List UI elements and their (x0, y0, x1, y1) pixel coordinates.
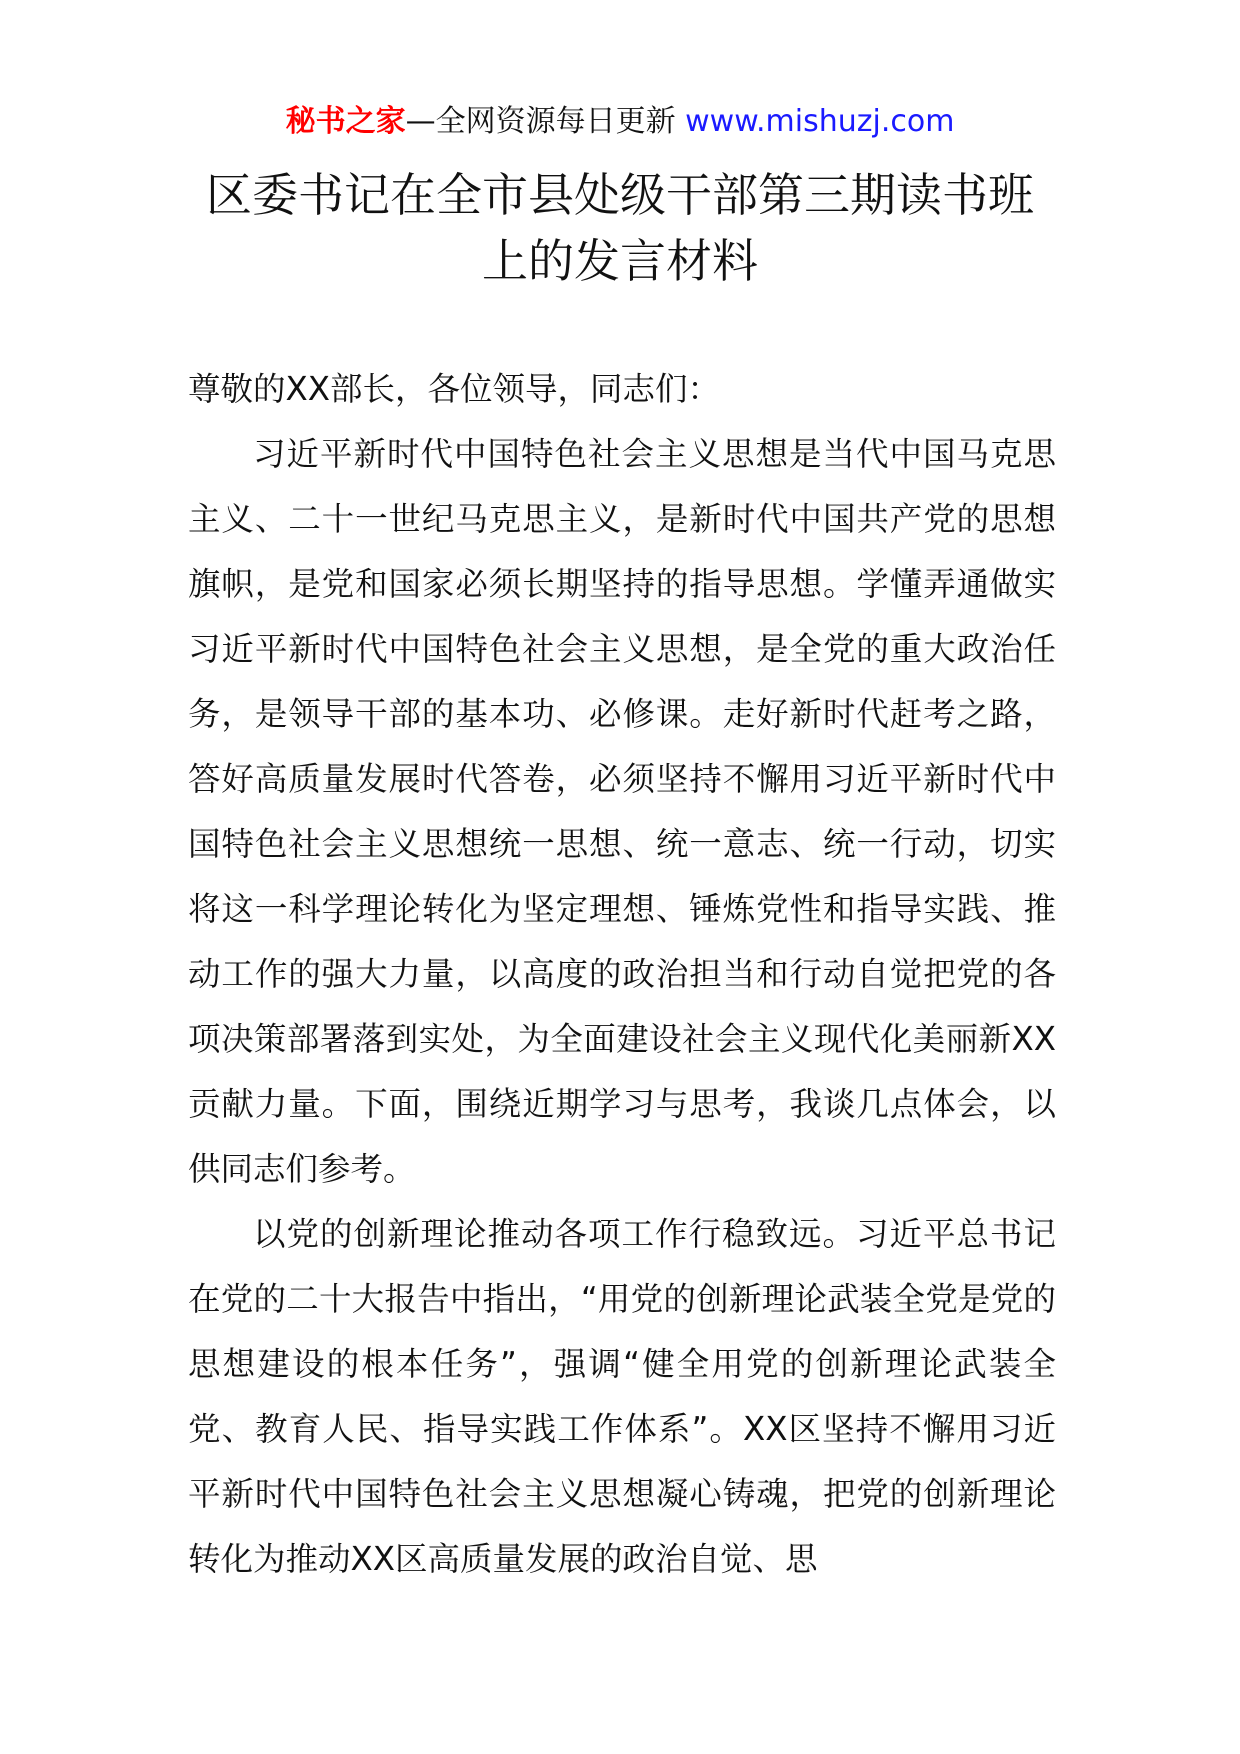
title-line-1: 区委书记在全市县处级干部第三期读书班 (206, 168, 1034, 222)
salutation: 尊敬的XX部长，各位领导，同志们： (188, 370, 721, 408)
body-paragraph: 习近平新时代中国特色社会主义思想是当代中国马克思主义、二十一世纪马克思主义，是新时代中国共产党的思想旗帜，是党和国家必须长期坚持的指导思想。学懂弄通做实习近平新时代中国特色社会主义思想，是全党的重大政治任务，是领导干部的基本功、必修课。走好新时代赶考之路，答好高质量发展时代答卷，必须坚持不懈用习近平新时代中国特色社会主义思想统一思想、统一意志、统一行动，切实将这一科学理论转化为坚定理想、锤炼党性和指导实践、推动工作的强大力量，以高度的政治担当和行动自觉把党的各项决策部署落到实处，为全面建设社会主义现代化美丽新XX贡献力量。下面，围绕近期学习与思考，我谈几点体会，以供同志们参考。 (188, 435, 1056, 1188)
title-line-2: 上的发言材料 (482, 234, 758, 288)
document-body (188, 357, 1056, 1592)
header-tagline: —全网资源每日更新 (405, 104, 676, 139)
watermark-header (0, 100, 1240, 144)
body-paragraph: 以党的创新理论推动各项工作行稳致远。习近平总书记在党的二十大报告中指出，“用党的创新理论武装全党是党的思想建设的根本任务”，强调“健全用党的创新理论武装全党、教育人民、指导实践工作体系”。XX区坚持不懈用习近平新时代中国特色社会主义思想凝心铸魂，把党的创新理论转化为推动XX区高质量发展的政治自觉、思 (188, 1215, 1056, 1578)
site-url-link[interactable]: www.mishuzj.com (685, 104, 955, 139)
brand-name: 秘书之家 (285, 104, 406, 139)
document-title (180, 162, 1060, 294)
